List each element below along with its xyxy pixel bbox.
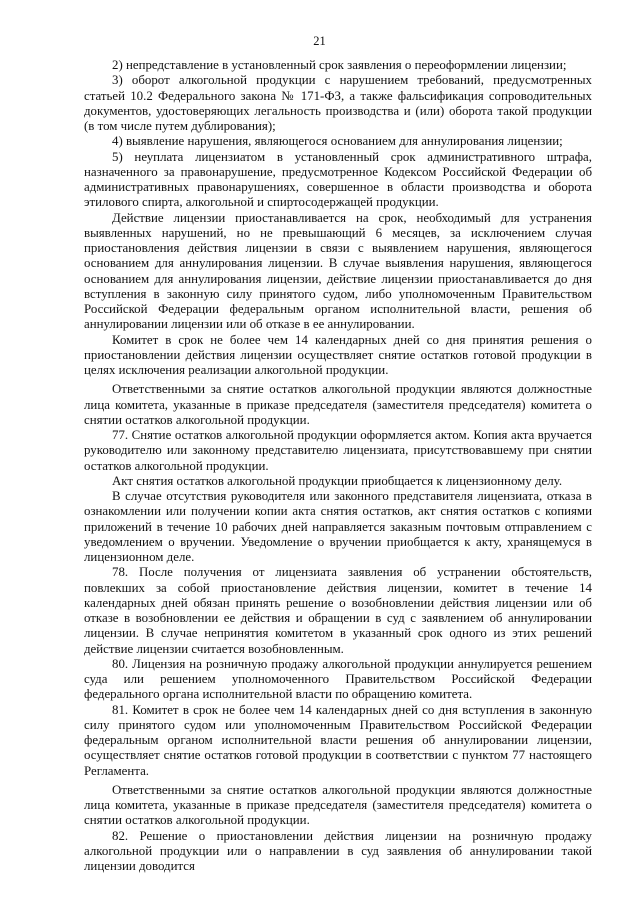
paragraph-stock-removal: Комитет в срок не более чем 14 календарных дней со дня принятия решения о приостановлении действия лицензии осуществляет снятие остатков готовой продукции в целях исключения реализации алкогольной продукции. xyxy=(84,332,592,377)
paragraph-78: 78. После получения от лицензиата заявления об устранении обстоятельств, повлекших за собой приостановление действия лицензии, комитет в течение 14 календарных дней обязан принять решение о возобновлении действия лицензии или об отказе в возобновлении ее действия и обращении в суд с заявлением об аннулировании лицензии. В случае непринятия комитетом в указанный срок одного из этих решений действие лицензии считается возобновленным. xyxy=(84,565,592,656)
paragraph-responsible-officials: Ответственными за снятие остатков алкогольной продукции являются должностные лица комитета, указанные в приказе председателя (заместителя председателя) комитета о снятии остатков алкогольной продукции. xyxy=(84,382,592,427)
paragraph-82: 82. Решение о приостановлении действия лицензии на розничную продажу алкогольной продукции или о направлении в суд заявления об аннулировании такой лицензии доводится xyxy=(84,828,592,873)
paragraph-responsible-officials-2: Ответственными за снятие остатков алкогольной продукции являются должностные лица комитета, указанные в приказе председателя (заместителя председателя) комитета о снятии остатков алкогольной продукции. xyxy=(84,782,592,828)
paragraph-item-4: 4) выявление нарушения, являющегося основанием для аннулирования лицензии; xyxy=(112,134,563,149)
paragraph-item-5: 5) неуплата лицензиатом в установленный срок административного штрафа, назначенного за правонарушение, предусмотренное Кодексом Российской Федерации об административных правонарушениях, совершенное в области производства и оборота этилового спирта, алкогольной и спиртосодержащей продукции. xyxy=(84,149,592,210)
paragraph-81: 81. Комитет в срок не более чем 14 календарных дней со дня вступления в законную силу принятого судом или уполномоченным Правительством Российской Федерации федеральным органом исполнительной власти решения об аннулировании лицензии, осуществляет снятие остатков готовой продукции в соответствии с пунктом 77 настоящего Регламента. xyxy=(84,702,592,778)
paragraph-80: 80. Лицензия на розничную продажу алкогольной продукции аннулируется решением суда или решением уполномоченного Правительством Российской Федерации федерального органа исполнительной власти по обращению комитета. xyxy=(84,656,592,702)
paragraph-act-attached: Акт снятия остатков алкогольной продукции приобщается к лицензионному делу. xyxy=(112,473,563,488)
paragraph-item-3: 3) оборот алкогольной продукции с нарушением требований, предусмотренных статьей 10.2 Федерального закона № 171-ФЗ, а также фальсификация сопроводительных документов, удостоверяющих легальность производства и (или) оборота такой продукции (в том числе путем дублирования); xyxy=(84,73,592,133)
paragraph-absence-of-head: В случае отсутствия руководителя или законного представителя лицензиата, отказа в ознакомлении или получении копии акта снятия остатков, акт снятия остатков с копиями приложений в течение 10 рабочих дней направляется заказным почтовым отправлением с уведомлением о вручении. Уведомление о вручении приобщается к акту, хранящемуся в лицензионном деле. xyxy=(84,489,592,564)
paragraph-suspension-term: Действие лицензии приостанавливается на срок, необходимый для устранения выявленных нарушений, но не превышающий 6 месяцев, за исключением случая приостановления действия лицензии в связи с выявлением нарушения, являющегося основанием для аннулирования лицензии. В случае выявления нарушения, являющегося основанием для аннулирования лицензии, действие лицензии приостанавливается до дня вступления в законную силу принятого судом, либо уполномоченным Правительством Российской Федерации федеральным органом исполнительной власти, решения об аннулировании лицензии или об отказе в ее аннулировании. xyxy=(84,210,592,332)
paragraph-77: 77. Снятие остатков алкогольной продукции оформляется актом. Копия акта вручается руководителю или законному представителю лицензиата, присутствовавшему при снятии остатков алкогольной продукции. xyxy=(84,428,592,473)
paragraph-item-2: 2) непредставление в установленный срок заявления о переоформлении лицензии; xyxy=(112,58,567,72)
document-body xyxy=(84,58,592,874)
page-number: 21 xyxy=(313,34,326,48)
